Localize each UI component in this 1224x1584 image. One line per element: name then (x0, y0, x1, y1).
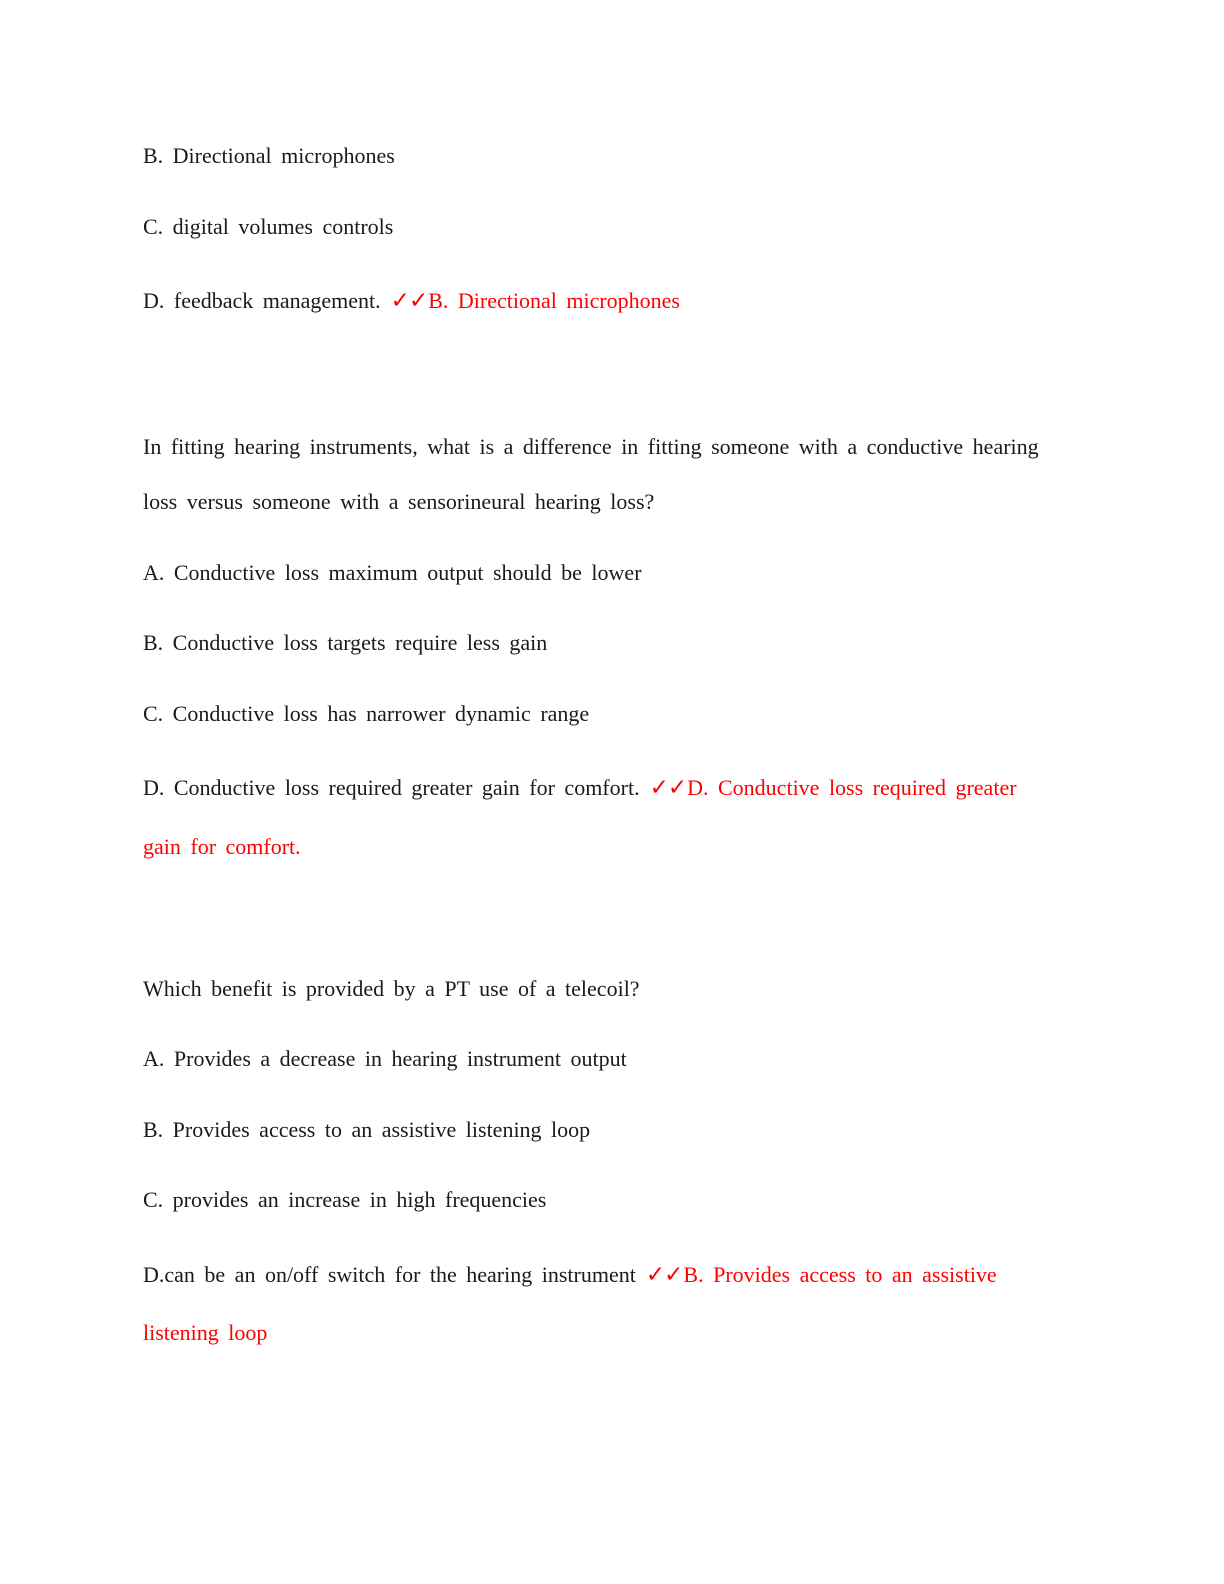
q2-option-c: C. Conductive loss has narrower dynamic range (143, 701, 590, 726)
q3-option-d: D.can be an on/off switch for the hearing instrument (143, 1262, 636, 1287)
q2-answer-line1: D. Conductive loss required greater (687, 775, 1017, 800)
q3-question: Which benefit is provided by a PT use of a telecoil? (143, 976, 640, 1001)
q3-answer-line2: listening loop (143, 1320, 268, 1345)
q1-option-d: D. feedback management. (143, 288, 381, 313)
double-check-icon: ✓✓ (649, 775, 687, 801)
q1-answer: B. Directional microphones (428, 288, 680, 313)
q3-option-a: A. Provides a decrease in hearing instrument output (143, 1046, 627, 1071)
q2-option-d: D. Conductive loss required greater gain for comfort. (143, 775, 640, 800)
q2-answer-line2: gain for comfort. (143, 834, 301, 859)
q3-option-b: B. Provides access to an assistive listening loop (143, 1117, 591, 1142)
q3-answer-line1: B. Provides access to an assistive (683, 1262, 997, 1287)
q2-question-line2: loss versus someone with a sensorineural hearing loss? (143, 489, 655, 514)
q2-option-d-line (143, 777, 1017, 800)
q3-option-d-line (143, 1264, 997, 1287)
q1-option-b: B. Directional microphones (143, 143, 395, 168)
q3-option-c: C. provides an increase in high frequencies (143, 1187, 547, 1212)
q2-question-line1: In fitting hearing instruments, what is a difference in fitting someone with a conductive hearing (143, 434, 1039, 459)
double-check-icon: ✓✓ (390, 288, 428, 314)
q2-option-b: B. Conductive loss targets require less gain (143, 630, 548, 655)
double-check-icon: ✓✓ (645, 1262, 683, 1288)
q2-option-a: A. Conductive loss maximum output should be lower (143, 560, 642, 585)
q1-option-c: C. digital volumes controls (143, 214, 394, 239)
q1-option-d-line (143, 290, 680, 313)
